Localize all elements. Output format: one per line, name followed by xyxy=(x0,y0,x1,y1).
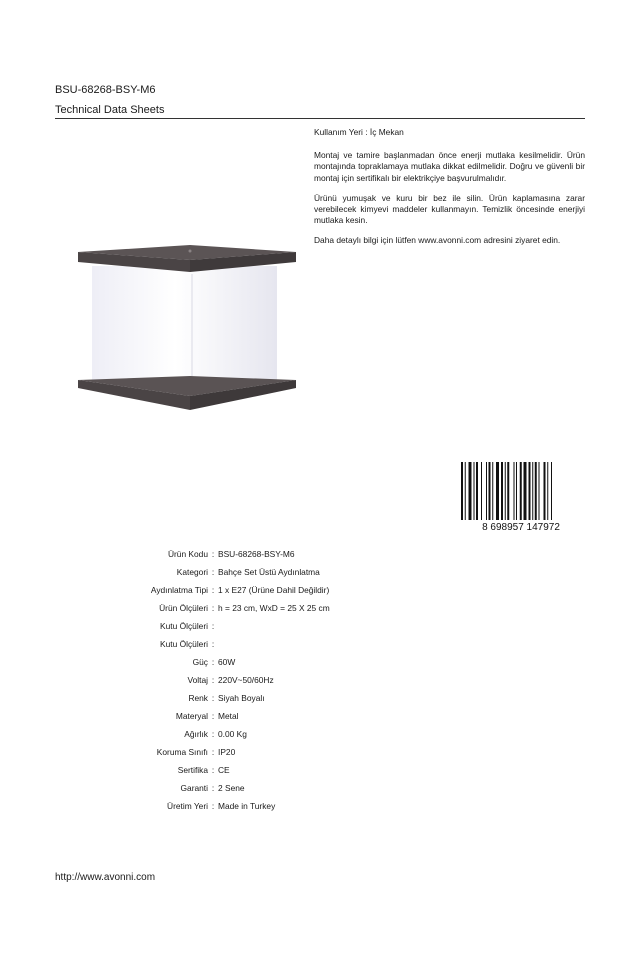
spec-value: 60W xyxy=(218,657,236,667)
product-image xyxy=(72,240,302,420)
spec-label: Kutu Ölçüleri xyxy=(160,621,208,631)
spec-row xyxy=(80,563,380,581)
spec-separator: : xyxy=(211,693,215,703)
barcode-bar xyxy=(547,462,548,520)
spec-separator: : xyxy=(211,747,215,757)
spec-value: Siyah Boyalı xyxy=(218,693,265,703)
barcode-bar xyxy=(529,462,531,520)
spec-separator: : xyxy=(211,765,215,775)
spec-value: CE xyxy=(218,765,230,775)
barcode-bar xyxy=(532,462,533,520)
spec-row xyxy=(80,779,380,797)
footer-url: http://www.avonni.com xyxy=(55,872,156,883)
barcode-bar xyxy=(507,462,509,520)
spec-value: Made in Turkey xyxy=(218,801,276,811)
document-subtitle: Technical Data Sheets xyxy=(55,104,165,116)
spec-value: 1 x E27 (Ürüne Dahil Değildir) xyxy=(218,585,330,595)
barcode-bar xyxy=(496,462,499,520)
spec-row xyxy=(80,725,380,743)
barcode-bar xyxy=(481,462,482,520)
cleaning-note: Ürünü yumuşak ve kuru bir bez ile silin. Ürün kaplamasına zarar verebilecek kimyevi maddeler kullanmayın. Temizlik öncesinde enerjiyi mutlaka kesin. xyxy=(314,192,585,226)
spec-separator: : xyxy=(211,675,215,685)
barcode-bar xyxy=(514,462,515,520)
spec-row xyxy=(80,743,380,761)
spec-value: IP20 xyxy=(218,747,236,757)
barcode-bar xyxy=(486,462,487,520)
barcode-bar xyxy=(505,462,506,520)
spec-row xyxy=(80,599,380,617)
spec-label: Materyal xyxy=(175,711,208,721)
spec-label: Koruma Sınıfı xyxy=(156,747,208,757)
spec-label: Garanti xyxy=(180,783,208,793)
spec-row xyxy=(80,797,380,815)
barcode-digits: 8 698957 147972 xyxy=(482,522,560,533)
spec-label: Kutu Ölçüleri xyxy=(160,639,208,649)
spec-separator: : xyxy=(211,621,215,631)
spec-row xyxy=(80,689,380,707)
spec-separator: : xyxy=(211,711,215,721)
spec-separator: : xyxy=(211,639,215,649)
barcode-bar xyxy=(516,462,517,520)
barcode-bar xyxy=(476,462,478,520)
barcode-bar xyxy=(489,462,491,520)
spec-label: Ürün Kodu xyxy=(167,549,208,559)
spec-label: Güç xyxy=(192,657,208,667)
spec-label: Voltaj xyxy=(187,675,208,685)
spec-label: Sertifika xyxy=(177,765,208,775)
header-divider xyxy=(55,118,585,119)
spec-label: Aydınlatma Tipi xyxy=(150,585,208,595)
spec-separator: : xyxy=(211,585,215,595)
spec-value: 0.00 Kg xyxy=(218,729,247,739)
spec-separator: : xyxy=(211,783,215,793)
document-header xyxy=(55,83,585,117)
barcode-bar xyxy=(474,462,475,520)
spec-row xyxy=(80,545,380,563)
barcode-bar xyxy=(539,462,540,520)
spec-label: Renk xyxy=(188,693,208,703)
spec-label: Kategori xyxy=(176,567,208,577)
spec-value: h = 23 cm, WxD = 25 X 25 cm xyxy=(218,603,330,613)
spec-separator: : xyxy=(211,603,215,613)
usage-notes xyxy=(314,127,585,256)
barcode-bar xyxy=(501,462,503,520)
usage-location: Kullanım Yeri : İç Mekan xyxy=(314,127,404,137)
spec-table xyxy=(80,545,380,815)
barcode-bar xyxy=(469,462,472,520)
spec-row xyxy=(80,761,380,779)
spec-separator: : xyxy=(211,549,215,559)
spec-row xyxy=(80,653,380,671)
spec-row xyxy=(80,581,380,599)
barcode-bar xyxy=(520,462,522,520)
barcode-bar xyxy=(535,462,537,520)
barcode xyxy=(457,460,585,533)
barcode-bar xyxy=(492,462,493,520)
spec-value: Bahçe Set Üstü Aydınlatma xyxy=(218,567,320,577)
spec-separator: : xyxy=(211,567,215,577)
barcode-bar xyxy=(461,462,463,520)
spec-separator: : xyxy=(211,657,215,667)
spec-label: Üretim Yeri xyxy=(167,801,208,811)
barcode-bar xyxy=(465,462,466,520)
spec-row xyxy=(80,635,380,653)
safety-note: Montaj ve tamire başlanmadan önce enerji mutlaka kesilmelidir. Ürün montajında topraklamaya mutlaka dikkat edilmelidir. Doğru ve güvenli bir montaj için sertifikalı bir elektrikçiye başvurulmalıdır. xyxy=(314,150,585,183)
spec-label: Ürün Ölçüleri xyxy=(159,603,208,613)
spec-value: 2 Sene xyxy=(218,783,245,793)
spec-row xyxy=(80,617,380,635)
spec-separator: : xyxy=(211,801,215,811)
more-info-note: Daha detaylı bilgi için lütfen www.avonni.com adresini ziyaret edin. xyxy=(314,235,561,246)
spec-value: BSU-68268-BSY-M6 xyxy=(218,549,295,559)
barcode-bar xyxy=(524,462,527,520)
spec-row xyxy=(80,671,380,689)
spec-value: Metal xyxy=(218,711,239,721)
spec-label: Ağırlık xyxy=(184,729,208,739)
barcode-bar xyxy=(544,462,546,520)
product-code-title: BSU-68268-BSY-M6 xyxy=(55,84,156,96)
barcode-bar xyxy=(551,462,552,520)
spec-value: 220V~50/60Hz xyxy=(218,675,274,685)
spec-row xyxy=(80,707,380,725)
spec-separator: : xyxy=(211,729,215,739)
